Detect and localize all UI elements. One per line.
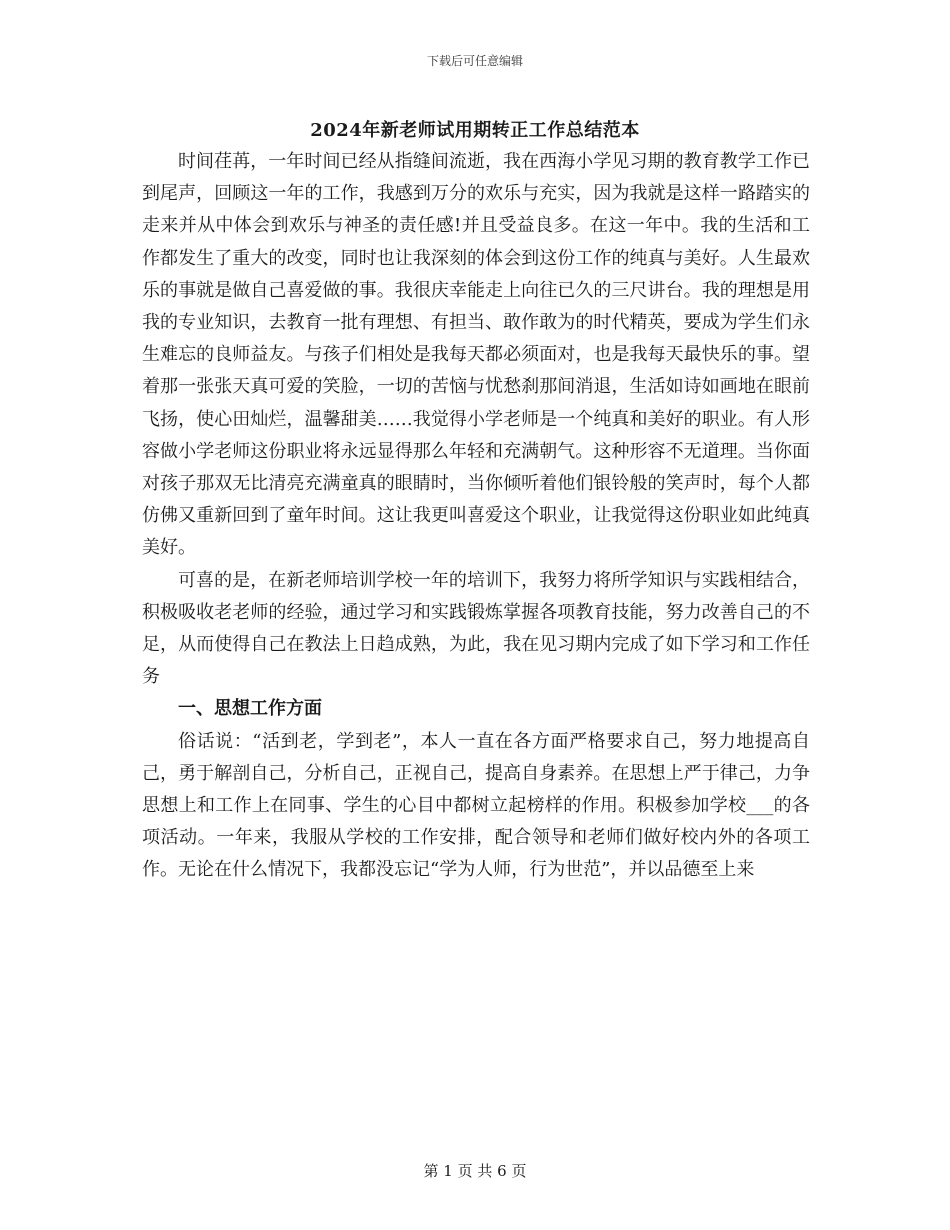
section-heading-1: 一、思想工作方面 xyxy=(178,698,322,720)
page-footer-number: 第 1 页 共 6 页 xyxy=(423,1162,527,1180)
section-1-paragraph: 俗话说：“活到老，学到老”，本人一直在各方面严格要求自己，努力地提高自己，勇于解剖自己，分析自己，正视自己，提高自身素养。在思想上严于律己，力争思想上和工作上在同事、学生的心目中都树立起榜样的作用。积极参加学校___的各项活动。一年来，我服从学校的工作安排，配合领导和老师们做好校内外的各项工作。无论在什么情况下，我都没忘记“学为人师，行为世范”，并以品德至上来 xyxy=(142,730,810,881)
body-paragraph-1: 时间荏苒，一年时间已经从指缝间流逝，我在西海小学见习期的教育教学工作已到尾声，回顾这一年的工作，我感到万分的欢乐与充实，因为我就是这样一路踏实的走来并从中体会到欢乐与神圣的责任感!并且受益良多。在这一年中。我的生活和工作都发生了重大的改变，同时也让我深刻的体会到这份工作的纯真与美好。人生最欢乐的事就是做自己喜爱做的事。我很庆幸能走上向往已久的三尺讲台。我的理想是用我的专业知识，去教育一批有理想、有担当、敢作敢为的时代精英，要成为学生们永生难忘的良师益友。与孩子们相处是我每天都必须面对，也是我每天最快乐的事。望着那一张张天真可爱的笑脸，一切的苦恼与忧愁刹那间消退，生活如诗如画地在眼前飞扬，使心田灿烂，温馨甜美……我觉得小学老师是一个纯真和美好的职业。有人形容做小学老师这份职业将永远显得那么年轻和充满朝气。这种形容不无道理。当你面对孩子那双无比清亮充满童真的眼睛时，当你倾听着他们银铃般的笑声时，每个人都仿佛又重新回到了童年时间。这让我更叫喜爱这个职业，让我觉得这份职业如此纯真美好。 xyxy=(142,151,810,559)
document-body xyxy=(142,146,810,887)
document-title: 2024年新老师试用期转正工作总结范本 xyxy=(310,120,640,141)
page-header-note: 下载后可任意编辑 xyxy=(426,54,523,68)
body-paragraph-2: 可喜的是，在新老师培训学校一年的培训下，我努力将所学知识与实践相结合，积极吸收老老师的经验，通过学习和实践锻炼掌握各项教育技能，努力改善自己的不足，从而使得自己在教法上日趋成熟，为此，我在见习期内完成了如下学习和工作任务 xyxy=(142,569,810,688)
